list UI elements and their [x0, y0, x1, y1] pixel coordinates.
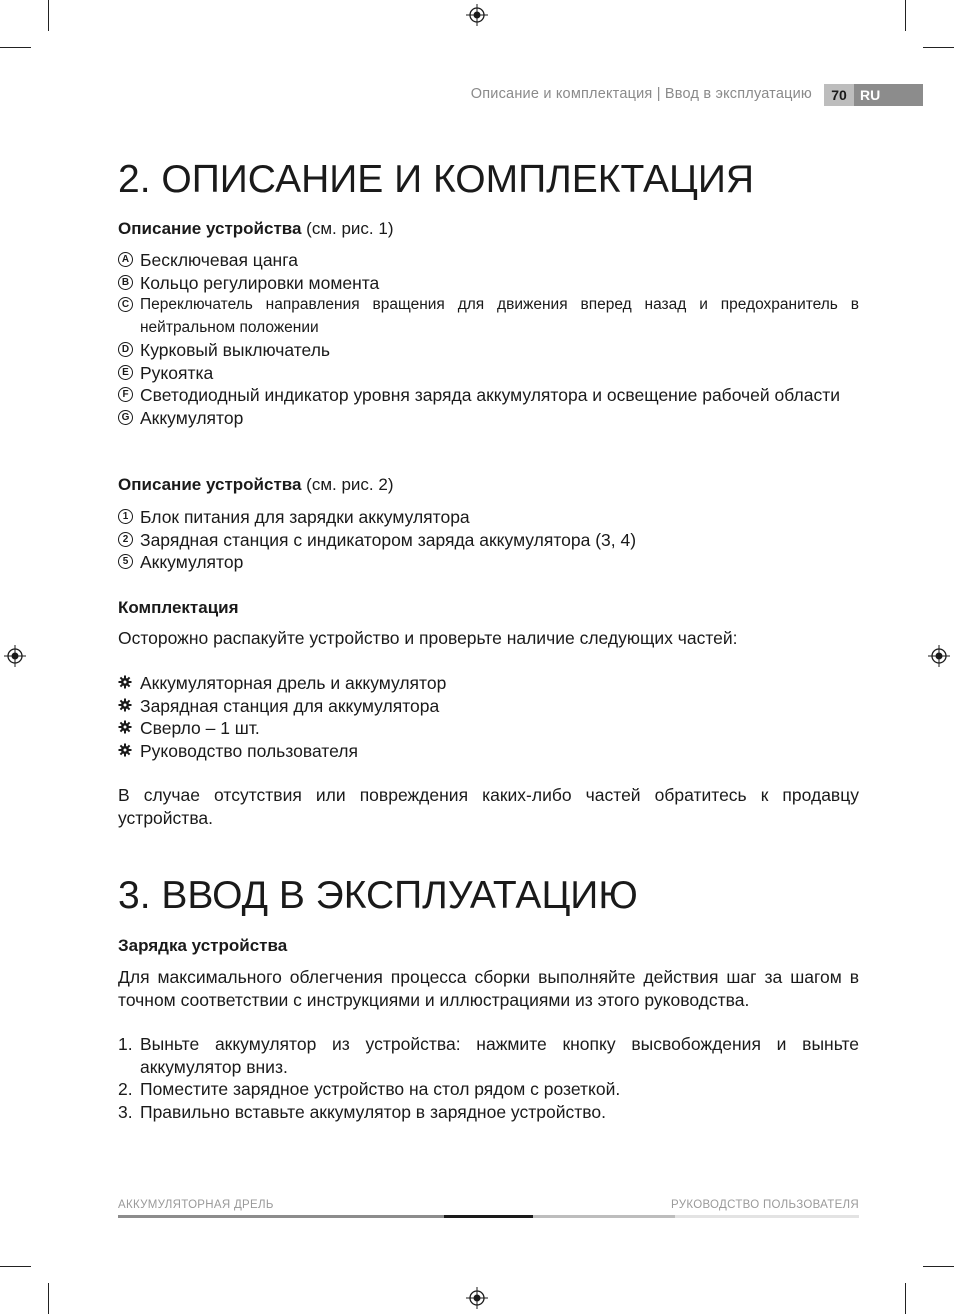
list-item: Руководство пользователя [118, 740, 859, 763]
list-item: D Курковый выключатель [118, 339, 859, 362]
section-title: 2. ОПИСАНИЕ И КОМПЛЕКТАЦИЯ [118, 158, 755, 201]
footer-left: АККУМУЛЯТОРНАЯ ДРЕЛЬ [118, 1199, 274, 1211]
circled-letter-icon: C [118, 297, 133, 312]
paragraph: В случае отсутствия или повреждения каких-либо частей обратитесь к продавцу устройства. [118, 785, 859, 828]
registration-mark-icon [4, 645, 26, 667]
circled-number-icon: 5 [118, 554, 133, 569]
list-item: B Кольцо регулировки момента [118, 272, 859, 295]
list-item: 1. Выньте аккумулятор из устройства: нажмите кнопку высвобождения и выньте аккумулятор вниз. [118, 1034, 859, 1077]
crop-mark [48, 1283, 49, 1314]
subheading: Комплектация [118, 598, 239, 617]
gear-bullet-icon [118, 743, 132, 757]
list-item: G Аккумулятор [118, 407, 859, 430]
circled-letter-icon: E [118, 365, 133, 380]
crop-mark [905, 0, 906, 31]
gear-bullet-icon [118, 698, 132, 712]
paragraph: Осторожно распакуйте устройство и проверьте наличие следующих частей: [118, 628, 738, 648]
list-item: A Бесключевая цанга [118, 249, 859, 272]
list-item: F Светодиодный индикатор уровня заряда аккумулятора и освещение рабочей области [118, 384, 859, 407]
registration-mark-icon [466, 1287, 488, 1309]
footer-rule [118, 1215, 444, 1218]
gear-bullet-icon [118, 675, 132, 689]
subheading: Описание устройства (см. рис. 2) [118, 475, 394, 494]
list-item: 2. Поместите зарядное устройство на стол рядом с розеткой. [118, 1079, 621, 1099]
running-header: Описание и комплектация | Ввод в эксплуатацию [470, 86, 812, 102]
subheading: Зарядка устройства [118, 936, 288, 955]
gear-bullet-icon [118, 720, 132, 734]
registration-mark-icon [466, 4, 488, 26]
footer-rule [444, 1215, 533, 1218]
circled-letter-icon: A [118, 252, 133, 267]
crop-mark [923, 1266, 954, 1267]
footer-rule [675, 1215, 859, 1218]
circled-number-icon: 2 [118, 532, 133, 547]
package-list [118, 672, 859, 762]
list-item: Сверло – 1 шт. [118, 717, 859, 740]
crop-mark [905, 1283, 906, 1314]
list-item: Аккумуляторная дрель и аккумулятор [118, 672, 859, 695]
circled-letter-icon: B [118, 275, 133, 290]
circled-letter-icon: F [118, 387, 133, 402]
crop-mark [48, 0, 49, 31]
crop-mark [923, 47, 954, 48]
list-item: 1 Блок питания для зарядки аккумулятора [118, 506, 859, 529]
circled-number-icon: 1 [118, 509, 133, 524]
registration-mark-icon [928, 645, 950, 667]
footer-rule [533, 1215, 675, 1218]
circled-letter-icon: D [118, 342, 133, 357]
section-title: 3. ВВОД В ЭКСПЛУАТАЦИЮ [118, 874, 638, 917]
step-number: 3. [118, 1101, 133, 1122]
step-number: 2. [118, 1079, 133, 1099]
language-tag: RU [854, 84, 923, 106]
list-item: Зарядная станция для аккумулятора [118, 695, 859, 718]
list-item: 3. Правильно вставьте аккумулятор в зарядное устройство. [118, 1101, 606, 1122]
list-item: C Переключатель направления вращения для движения вперед назад и предохранитель в нейтральном положении [118, 294, 859, 339]
paragraph: Для максимального облегчения процесса сборки выполняйте действия шаг за шагом в точном соответствии с инструкциями и иллюстрациями из этого руководства. [118, 967, 859, 1010]
circled-letter-icon: G [118, 410, 133, 425]
footer-right: РУКОВОДСТВО ПОЛЬЗОВАТЕЛЯ [671, 1199, 859, 1211]
crop-mark [0, 47, 31, 48]
list-item: E Рукоятка [118, 362, 859, 385]
list-item: 5 Аккумулятор [118, 551, 859, 574]
list-item: 2 Зарядная станция с индикатором заряда аккумулятора (3, 4) [118, 529, 859, 552]
parts-list [118, 506, 859, 574]
page-number: 70 [824, 84, 854, 106]
steps-list [118, 1033, 859, 1123]
crop-mark [0, 1266, 31, 1267]
subheading: Описание устройства (см. рис. 1) [118, 219, 394, 238]
step-number: 1. [118, 1034, 133, 1054]
parts-list [118, 249, 859, 429]
